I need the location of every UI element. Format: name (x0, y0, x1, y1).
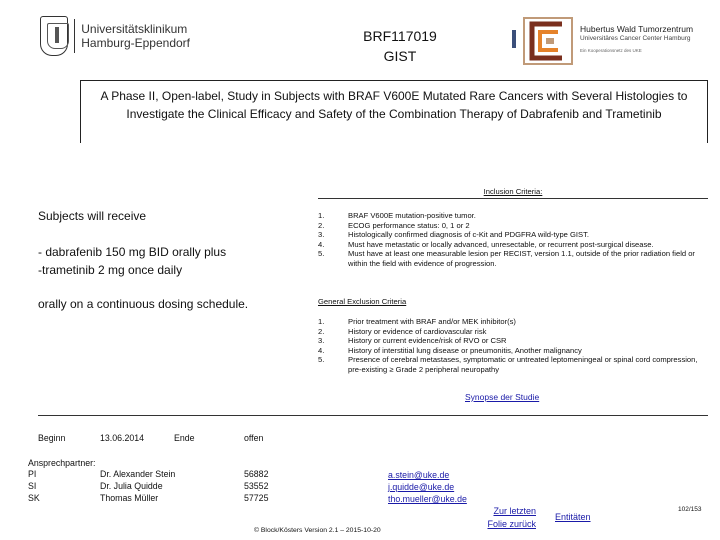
contact-name: Dr. Julia Quidde (100, 481, 163, 491)
list-item: 2. ECOG performance status: 0, 1 or 2 (318, 220, 470, 230)
contact-role: PI (28, 469, 37, 479)
entities-link[interactable]: Entitäten (555, 512, 591, 522)
footer-version: © Block/Kösters Version 2.1 – 2015-10-20 (254, 527, 381, 534)
list-item: 3. Histologically confirmed diagnosis of c-Kit and PDGFRA wild-type GIST. (318, 230, 589, 240)
logo-accent-bar (512, 30, 516, 48)
contacts-heading: Ansprechpartner: (28, 458, 96, 468)
study-description: A Phase II, Open-label, Study in Subjects with BRAF V600E Mutated Rare Cancers with Several Histologies to Investigate the Clinical Efficacy and Safety of the Combination Therapy of Dabrafenib and Trametinib (80, 80, 708, 143)
entity-name: GIST (383, 48, 417, 64)
criteria-divider (318, 198, 708, 199)
contact-role: SK (28, 493, 40, 503)
list-item: 3. History or current evidence/risk of RVO or CSR (318, 336, 507, 346)
list-item: 5. Must have at least one measurable lesion per RECIST, version 1.1, outside of the prior radiation field or within the field with evidence of progression. (318, 249, 695, 268)
end-date: offen (244, 433, 264, 443)
inclusion-heading: Inclusion Criteria: (483, 187, 543, 196)
htz-logo-text: Hubertus Wald Tumorzentrum Universitäres Cancer Center Hamburg Ein Kooperationsnetz des UKE (580, 24, 694, 53)
contact-emails (388, 469, 467, 505)
therapy-drug-2: -trametinib 2 mg once daily (38, 263, 183, 277)
list-item: 4. History of interstitial lung disease or pneumonitis, Another malignancy (318, 345, 582, 355)
email-link-stein[interactable]: a.stein@uke.de (388, 470, 450, 480)
study-code: BRF117019 (363, 28, 437, 44)
contact-role: SI (28, 481, 37, 491)
contact-phone: 56882 (244, 469, 269, 479)
logo-divider (74, 19, 76, 53)
list-item: 1. BRAF V600E mutation-positive tumor. (318, 211, 476, 220)
back-to-previous-slide-link[interactable]: Zur letzten Folie zurück (487, 506, 536, 529)
therapy-schedule: orally on a continuous dosing schedule. (38, 297, 249, 311)
email-link-quidde[interactable]: j.quidde@uke.de (388, 482, 455, 492)
uke-logo-text: Universitätsklinikum Hamburg-Eppendorf (81, 22, 190, 50)
therapy-intro: Subjects will receive (38, 209, 147, 223)
end-label: Ende (174, 433, 195, 443)
list-item: 5. Presence of cerebral metastases, symptomatic or untreated leptomeningeal or spinal cord compression, pre-existing ≥ Grade 2 peripheral neuropathy (318, 355, 698, 374)
htz-logo-icon (522, 16, 574, 66)
exclusion-heading: General Exclusion Criteria (318, 297, 407, 306)
contact-phone: 53552 (244, 481, 269, 491)
begin-label: Beginn (38, 433, 66, 443)
inclusion-list (318, 211, 708, 269)
list-item: 1. Prior treatment with BRAF and/or MEK inhibitor(s) (318, 317, 516, 326)
section-divider (38, 415, 708, 416)
email-link-mueller[interactable]: tho.mueller@uke.de (388, 494, 467, 504)
list-item: 2. History or evidence of cardiovascular risk (318, 326, 487, 336)
contact-phone: 57725 (244, 493, 269, 503)
htz-logo-core (546, 38, 554, 44)
page-number: 102/153 (678, 506, 702, 513)
uke-logo (40, 14, 190, 58)
list-item: 4. Must have metastatic or locally advanced, unresectable, or recurrent post-surgical disease. (318, 239, 654, 249)
uke-seal-icon (40, 16, 68, 56)
contact-name: Thomas Müller (100, 493, 159, 503)
contact-name: Dr. Alexander Stein (100, 469, 176, 479)
therapy-drug-1: - dabrafenib 150 mg BID orally plus (38, 245, 227, 259)
page-title (300, 26, 500, 66)
criteria-section (318, 185, 708, 385)
therapy-description (38, 207, 298, 313)
begin-date: 13.06.2014 (100, 433, 145, 443)
synopse-link[interactable]: Synopse der Studie (465, 392, 540, 402)
exclusion-list (318, 317, 708, 375)
